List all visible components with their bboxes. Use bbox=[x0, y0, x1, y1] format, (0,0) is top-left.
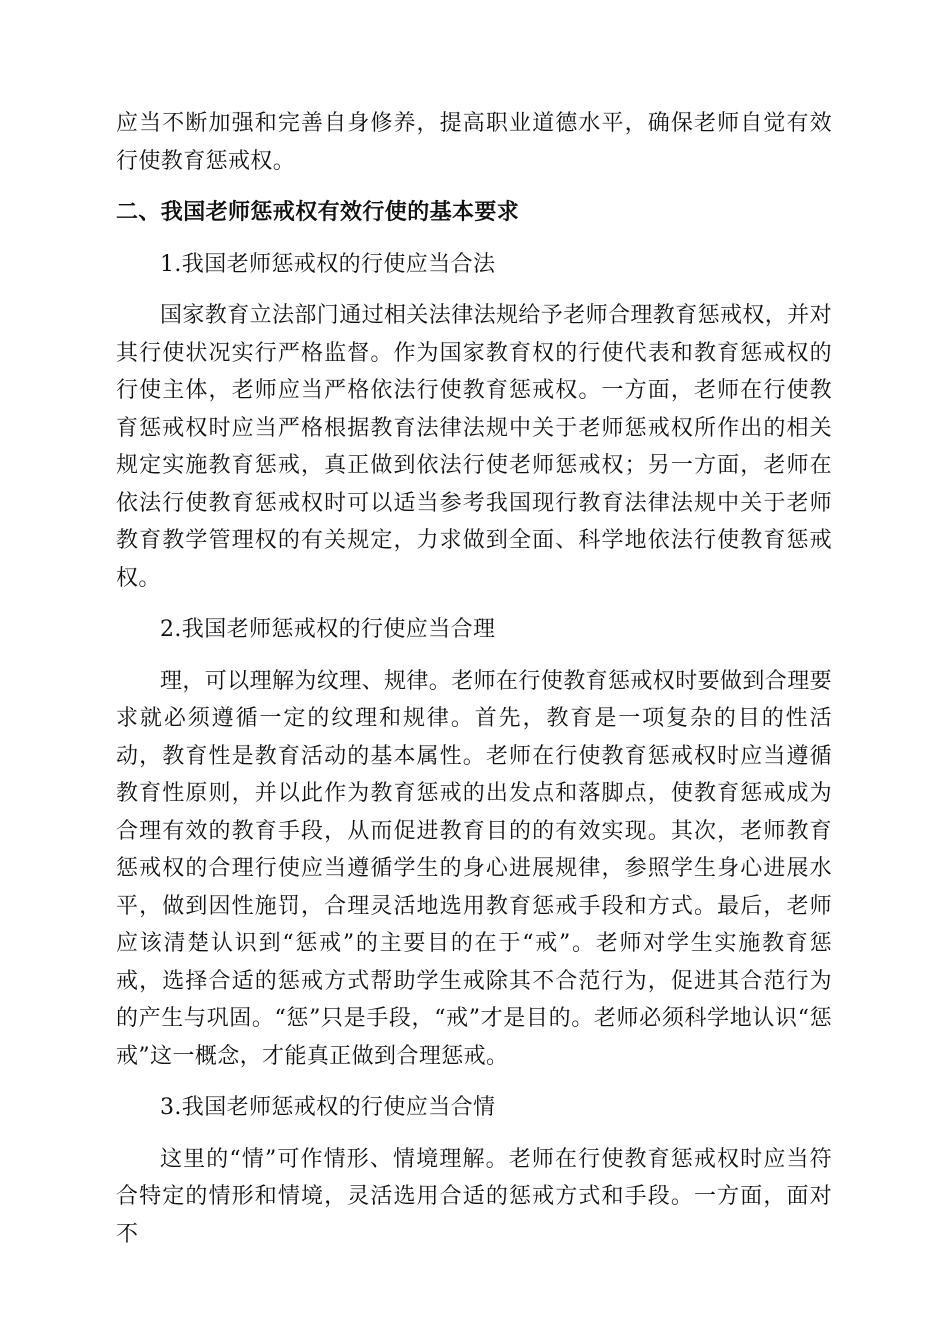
section-heading: 二、我国老师惩戒权有效行使的基本要求 bbox=[116, 200, 520, 225]
subsection-body: 这里的“情”可作情形、情境理解。老师在行使教育惩戒权时应当符合特定的情形和情境，灵活选用合适的惩戒方式和手段。一方面，面对不 bbox=[116, 1146, 832, 1247]
subsection-body: 国家教育立法部门通过相关法律法规给予老师合理教育惩戒权，并对其行使状况实行严格监督。作为国家教育权的行使代表和教育惩戒权的行使主体，老师应当严格依法行使教育惩戒权。一方面，老师在行使教育惩戒权时应当严格根据教育法律法规中关于老师惩戒权所作出的相关规定实施教育惩戒，真正做到依法行使老师惩戒权；另一方面，老师在依法行使教育惩戒权时可以适当参考我国现行教育法律法规中关于老师教育教学管理权的有关规定，力求做到全面、科学地依法行使教育惩戒权。 bbox=[116, 303, 833, 591]
document-body bbox=[116, 105, 832, 1253]
intro-paragraph: 应当不断加强和完善自身修养，提高职业道德水平，确保老师自觉有效行使教育惩戒权。 bbox=[116, 111, 832, 174]
subsection-title: 1.我国老师惩戒权的行使应当合法 bbox=[160, 251, 496, 277]
subsection-title: 3.我国老师惩戒权的行使应当合情 bbox=[160, 1095, 496, 1120]
subsection-body: 理，可以理解为纹理、规律。老师在行使教育惩戒权时要做到合理要求就必须遵循一定的纹理和规律。首先，教育是一项复杂的目的性活动，教育性是教育活动的基本属性。老师在行使教育惩戒权时应当遵循教育性原则，并以此作为教育惩戒的出发点和落脚点，使教育惩戒成为合理有效的教育手段，从而促进教育目的的有效实现。其次，老师教育惩戒权的合理行使应当遵循学生的身心进展规律，参照学生身心进展水平，做到因性施罚，合理灵活地选用教育惩戒手段和方式。最后，老师应该清楚认识到“惩戒”的主要目的在于“戒”。老师对学生实施教育惩戒，选择合适的惩戒方式帮助学生戒除其不合范行为，促进其合范行为的产生与巩固。“惩”只是手段，“戒”才是目的。老师必须科学地认识“惩戒”这一概念，才能真正做到合理惩戒。 bbox=[116, 668, 833, 1069]
subsection-title: 2.我国老师惩戒权的行使应当合理 bbox=[160, 617, 496, 642]
